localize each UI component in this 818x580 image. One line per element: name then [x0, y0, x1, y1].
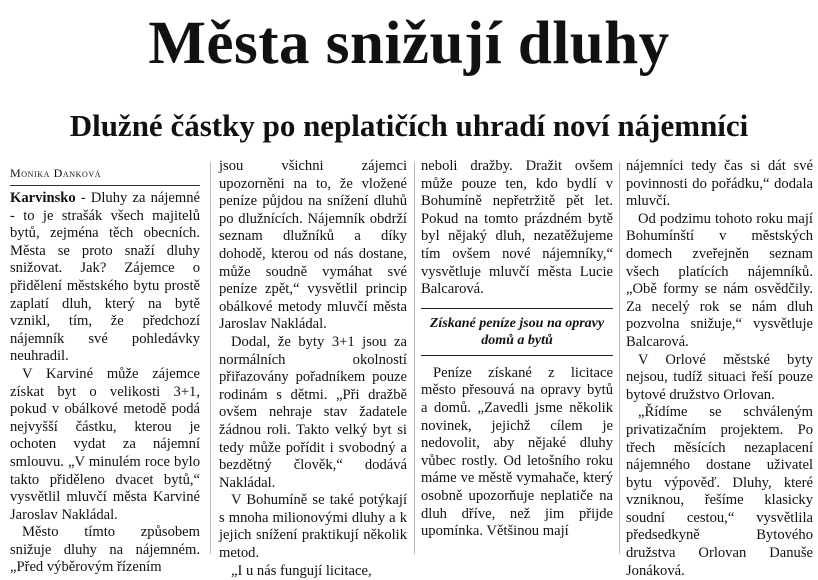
- paragraph: [10, 190, 200, 366]
- column-divider: [414, 162, 415, 554]
- paragraph: Dodal, že byty 3+1 jsou za normálních okolností přiřazovány pořadníkem pouze rodinám s dětmi. „Při dražbě ovšem nehraje stav žadatele žádnou roli. Takto velký byt si tedy může pořídit i svobodný a bezdětný člověk,“ dodává Nakládal.: [219, 333, 407, 491]
- section-subtitle: Získané peníze jsou na opravy domů a bytů: [421, 308, 613, 356]
- article-column-2: [219, 158, 407, 580]
- paragraph: nájemníci tedy čas si dát své povinnosti do pořádku,“ dodala mluvčí.: [626, 158, 813, 210]
- paragraph: „I u nás fungují licitace,: [231, 562, 372, 579]
- paragraph-text: - Dluhy za nájemné - to je strašák všech majitelů bytů, zejména těch obecních. Města se proto snaží dluhy snižovat. Jak? Zájemce o přidělení městského bytu prostě zaplatí dluh, který na bytě vznikl, tím, že předchozí nájemník své pohledávky neuhradil.: [10, 190, 200, 365]
- paragraph: V Orlové městské byty nejsou, tudíž situaci řeší pouze bytové družstvo Orlovan.: [626, 351, 813, 403]
- paragraph: V Bohumíně se také potýkají s mnoha milionovými dluhy a k jejich snížení praktikují několik metod.: [219, 492, 407, 562]
- subheadline: Dlužné částky po neplatičích uhradí noví nájemníci: [69, 108, 749, 143]
- dateline: Karvinsko: [10, 190, 76, 206]
- article-column-4: [626, 158, 813, 580]
- paragraph: Peníze získané z licitace město přesouvá na opravy bytů a domů. „Zavedli jsme několik novinek, jejichž cílem je nedovolit, aby nějaké dluhy vůbec rostly. Od letošního roku máme ve městě vymahače, který osobně upozorňuje neplatiče na dluh dříve, než jim přijde upomínka. Většinou mají: [421, 364, 613, 540]
- column-divider: [210, 162, 211, 554]
- author-byline: Monika Danková: [10, 166, 102, 180]
- paragraph: Město tímto způsobem snižuje dluhy na nájemném. „Před výběrovým řízením: [10, 524, 200, 576]
- column-divider: [619, 162, 620, 554]
- paragraph: „Řídíme se schváleným privatizačním projektem. Po třech měsících nezaplacení nájemného dostane uživatel bytu výpověď. Dluhy, které vzniknou, řešíme klasicky soudní cestou,“ vysvětlila předsedkyně Bytového družstva Orlovan Danuše Jonáková.: [626, 404, 813, 579]
- article-column-1: [10, 163, 200, 577]
- paragraph: neboli dražby. Dražit ovšem může pouze ten, kdo bydlí v Bohumíně nepřetržitě pět let. Pokud na tomto prázdném bytě byl nějaký dluh, nezatěžujeme tím ovšem nové nájemníky,“ vysvětluje mluvčí města Lucie Balcarová.: [421, 158, 613, 298]
- headline: Města snižují dluhy: [148, 10, 670, 77]
- paragraph: V Karviné může zájemce získat byt o velikosti 3+1, pokud v obálkové metodě podá nejvyšší částku, kterou je ochoten vydat za nájemní smlouvu. „V minulém roce bylo takto přiděleno dvacet bytů,“ vysvětlil mluvčí města Karviné Jaroslav Nakládal.: [10, 365, 200, 523]
- byline-rule: [10, 185, 200, 186]
- paragraph: Od podzimu tohoto roku mají Bohumínští v městských domech zveřejněn seznam všech platících nájemníků. „Obě formy se nám osvědčily. Za necelý rok se nám dluh pozvolna snižuje,“ vysvětluje Balcarová.: [626, 210, 813, 350]
- article-column-3: [421, 158, 613, 541]
- paragraph: jsou všichni zájemci upozorněni na to, že vložené peníze půjdou na snížení dluhů po dlužnících. Nájemník obdrží seznam dlužníků a díky dohodě, kterou od nás dostane, může soudně vymáhat své peníze zpět,“ vysvětlil princip obálkové metody mluvčí města Jaroslav Nakládal.: [219, 158, 407, 333]
